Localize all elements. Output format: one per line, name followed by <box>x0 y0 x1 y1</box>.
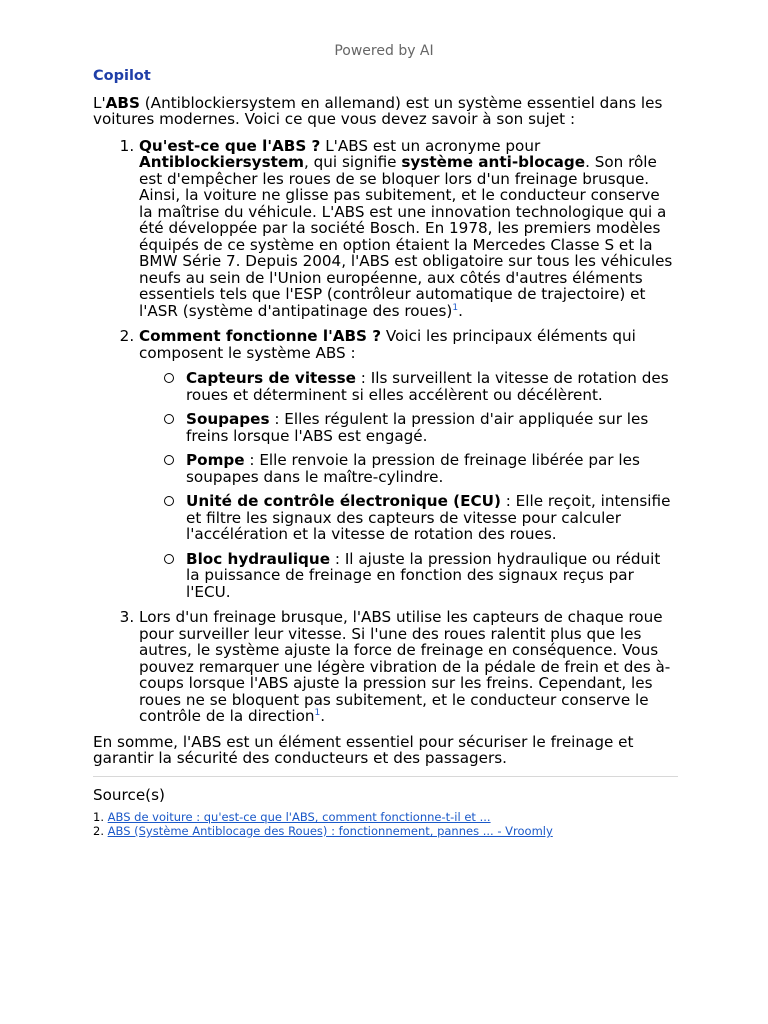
copilot-brand: Copilot <box>93 68 151 84</box>
circle-bullet-icon <box>164 455 174 465</box>
list-item-how-it-works: 2. Comment fonctionne l'ABS ? Voici les principaux éléments qui composent le système ABS : Capteurs de vitesse : Ils surveillent la vitesse de rotation des roues et déterminent si elles accélèrent ou décélèrent. Soupapes : Elles régulent la pression d'air appliquée sur les freins lorsque l'ABS est engagé. Pompe : Elle renvoie la pression de freinage libérée par les soupapes dans le maître-cylindre. Unité de contrôle électronique (ECU) : Elle reçoit, intensifie et filtre les signaux des capteurs de vitesse pour calculer l'accélération et la vitesse de rotation des roues. Bloc hydraulique : Il ajuste la pression hydraulique ou réduit la puissance de freinage en fonction des signaux reçus par l'ECU. <box>139 328 678 600</box>
divider <box>93 776 678 777</box>
circle-bullet-icon <box>164 554 174 564</box>
conclusion-paragraph: En somme, l'ABS est un élément essentiel pour sécuriser le freinage et garantir la sécurité des conducteurs et des passagers. <box>93 732 634 767</box>
citation-link[interactable]: 1 <box>314 707 321 718</box>
component-item: Bloc hydraulique : Il ajuste la pression hydraulique ou réduit la puissance de freinage en fonction des signaux reçus par l'ECU. <box>139 551 678 601</box>
sources-title: Source(s) <box>93 785 165 804</box>
component-item: Unité de contrôle électronique (ECU) : Elle reçoit, intensifie et filtre les signaux des capteurs de vitesse pour calculer l'accélération et la vitesse de rotation des roues. <box>139 493 678 543</box>
sources-list <box>93 810 678 838</box>
list-item-what-is-abs: 1. Qu'est-ce que l'ABS ? L'ABS est un acronyme pour Antiblockiersystem, qui signifie système anti-blocage. Son rôle est d'empêcher les roues de se bloquer lors d'un freinage brusque. Ainsi, la voiture ne glisse pas subitement, et le conducteur conserve la maîtrise du véhicule. L'ABS est une innovation technologique qui a été développée par la société Bosch. En 1978, les premiers modèles équipés de ce système en option étaient la Mercedes Classe S et la BMW Série 7. Depuis 2004, l'ABS est obligatoire sur tous les véhicules neufs au sein de l'Union européenne, aux côtés d'autres éléments essentiels tels que l'ESP (contrôleur automatique de trajectoire) et l'ASR (système d'antipatinage des roues)$^1$. <box>139 138 678 320</box>
source-link[interactable]: ABS (Système Antiblocage des Roues) : fonctionnement, pannes ... - Vroomly <box>107 824 553 838</box>
components-list <box>139 370 678 600</box>
circle-bullet-icon <box>164 496 174 506</box>
component-item: Soupapes : Elles régulent la pression d'air appliquée sur les freins lorsque l'ABS est engagé. <box>139 411 678 444</box>
source-item: 1. ABS de voiture : qu'est-ce que l'ABS, comment fonctionne-t-il et ... <box>93 810 491 824</box>
citation-link[interactable]: 1 <box>452 302 459 313</box>
component-item: Pompe : Elle renvoie la pression de freinage libérée par les soupapes dans le maître-cylindre. <box>139 452 678 485</box>
circle-bullet-icon <box>164 373 174 383</box>
abs-term: ABS <box>105 93 140 112</box>
circle-bullet-icon <box>164 414 174 424</box>
source-item: 2. ABS (Système Antiblocage des Roues) : fonctionnement, pannes ... - Vroomly <box>93 824 553 838</box>
main-list <box>93 138 678 725</box>
source-link[interactable]: ABS de voiture : qu'est-ce que l'ABS, comment fonctionne-t-il et ... <box>107 810 491 824</box>
component-item: Capteurs de vitesse : Ils surveillent la vitesse de rotation des roues et déterminent si elles accélèrent ou décélèrent. <box>139 370 678 403</box>
list-item-emergency-braking: 3. Lors d'un freinage brusque, l'ABS utilise les capteurs de chaque roue pour surveiller leur vitesse. Si l'une des roues ralentit plus que les autres, le système ajuste la force de freinage en conséquence. Vous pouvez remarquer une légère vibration de la pédale de frein et des à-coups lorsque l'ABS ajuste la pression sur les freins. Cependant, les roues ne se bloquent pas subitement, et le conducteur conserve le contrôle de la direction$^1$. <box>139 609 678 725</box>
powered-by-label: Powered by AI <box>334 43 434 59</box>
answer-content <box>93 68 678 838</box>
intro-paragraph: L'ABS (Antiblockiersystem en allemand) est un système essentiel dans les voitures modernes. Voici ce que vous devez savoir à son sujet : <box>93 93 663 128</box>
